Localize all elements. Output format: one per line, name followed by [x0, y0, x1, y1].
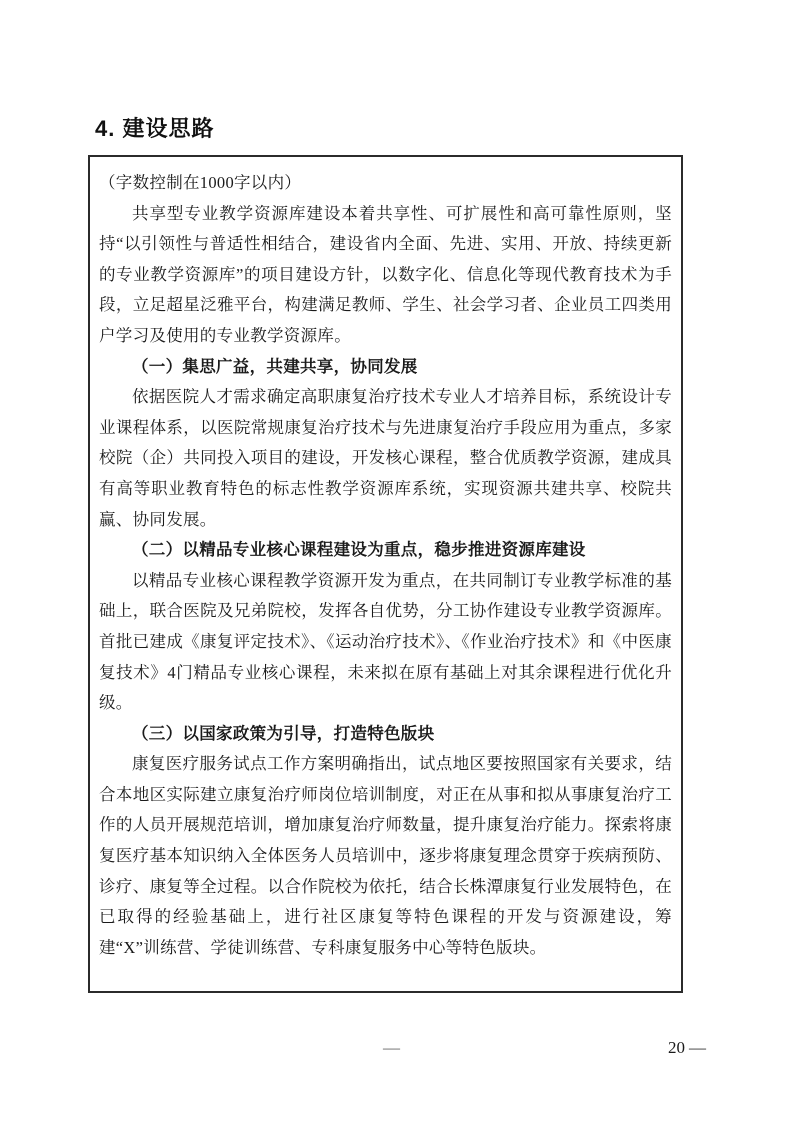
section-2-heading: （二）以精品专业核心课程建设为重点，稳步推进资源库建设 — [132, 540, 586, 560]
page-title: 4. 建设思路 — [95, 116, 215, 141]
footer-page-number: 20 — [668, 1038, 685, 1057]
section-3-heading: （三）以国家政策为引导，打造特色版块 — [132, 723, 435, 743]
section-3-paragraph: 康复医疗服务试点工作方案明确指出，试点地区要按照国家有关要求，结合本地区实际建立康复治疗师岗位培训制度，对正在从事和拟从事康复治疗工作的人员开展规范培训，增加康复治疗师数量，提升康复治疗能力。探索将康复医疗基本知识纳入全体医务人员培训中，逐步将康复理念贯穿于疾病预防、诊疗、康复等全过程。以合作院校为依托，结合长株潭康复行业发展特色，在已取得的经验基础上，进行社区康复等特色课程的开发与资源建设，筹建“X”训练营、学徒训练营、专科康复服务中心等特色版块。 — [99, 754, 672, 957]
footer-right-dash: — — [689, 1038, 706, 1057]
word-limit-note: （字数控制在1000字以内） — [99, 173, 302, 192]
section-2-paragraph: 以精品专业核心课程教学资源开发为重点，在共同制订专业教学标准的基础上，联合医院及兄弟院校，发挥各自优势，分工协作建设专业教学资源库。首批已建成《康复评定技术》、《运动治疗技术》、《作业治疗技术》和《中医康复技术》4门精品专业核心课程，未来拟在原有基础上对其余课程进行优化升级。 — [99, 570, 672, 713]
section-1-heading: （一）集思广益，共建共享，协同发展 — [132, 356, 418, 376]
content-box — [88, 155, 683, 993]
footer-center-dash: — — [383, 1038, 400, 1057]
intro-paragraph: 共享型专业教学资源库建设本着共享性、可扩展性和高可靠性原则，坚持“以引领性与普适性相结合，建设省内全面、先进、实用、开放、持续更新的专业教学资源库”的项目建设方针，以数字化、信息化等现代教育技术为手段，立足超星泛雅平台，构建满足教师、学生、社会学习者、企业员工四类用户学习及使用的专业教学资源库。 — [99, 203, 672, 345]
section-1-paragraph: 依据医院人才需求确定高职康复治疗技术专业人才培养目标，系统设计专业课程体系，以医院常规康复治疗技术与先进康复治疗手段应用为重点，多家校院（企）共同投入项目的建设，开发核心课程，整合优质教学资源，建成具有高等职业教育特色的标志性教学资源库系统，实现资源共建共享、校院共赢、协同发展。 — [99, 387, 672, 529]
footer-page-number-group — [668, 1037, 706, 1059]
